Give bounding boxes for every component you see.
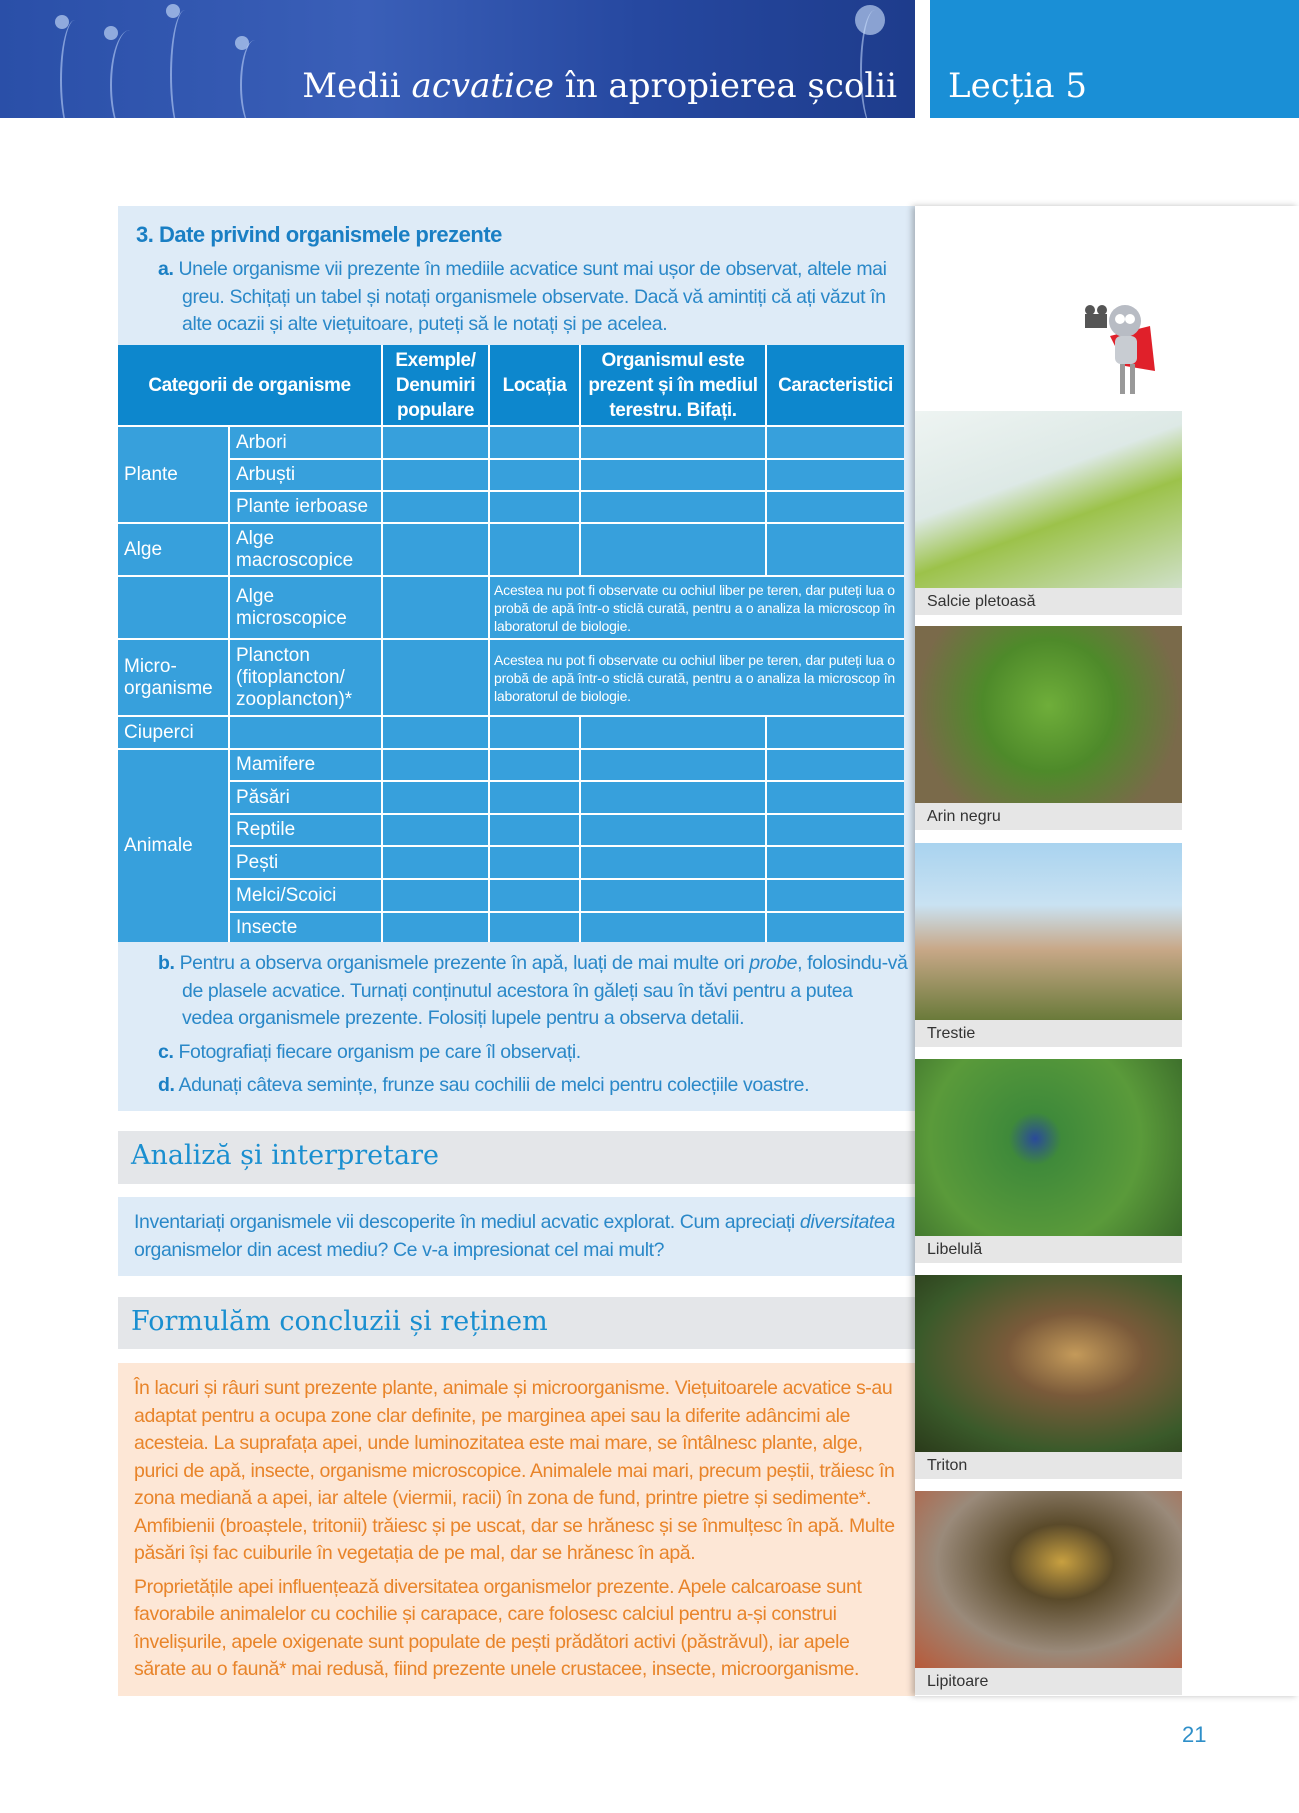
willow-image xyxy=(915,411,1182,588)
photo-caption: Libelulă xyxy=(915,1236,1182,1263)
group-empty xyxy=(118,577,228,638)
cell[interactable] xyxy=(490,815,579,845)
cell[interactable] xyxy=(490,750,579,780)
cell[interactable] xyxy=(581,492,765,522)
photo-salcie xyxy=(915,411,1182,615)
row-label: Păsări xyxy=(230,782,381,813)
section-3-box xyxy=(118,206,915,1111)
header-caracteristici: Caracteristici xyxy=(767,345,904,425)
cell[interactable] xyxy=(767,847,904,878)
row-label: Plancton (fitoplancton/ zooplancton)* xyxy=(230,640,381,715)
group-microorganisme: Micro-organisme xyxy=(118,640,228,715)
cell[interactable] xyxy=(581,524,765,575)
cell[interactable] xyxy=(581,460,765,490)
cell[interactable] xyxy=(383,524,488,575)
cell[interactable] xyxy=(767,880,904,911)
cell[interactable] xyxy=(383,460,488,490)
concluzii-title: Formulăm concluzii și reținem xyxy=(131,1306,548,1337)
photo-caption: Triton xyxy=(915,1452,1182,1479)
robot-mascot-icon xyxy=(1080,296,1160,406)
cell[interactable] xyxy=(767,717,904,748)
cell[interactable] xyxy=(383,640,488,715)
photo-caption: Lipitoare xyxy=(915,1668,1182,1695)
row-label: Melci/Scoici xyxy=(230,880,381,911)
photo-trestie xyxy=(915,843,1182,1047)
concluzii-box xyxy=(118,1363,915,1696)
cell[interactable] xyxy=(383,913,488,942)
cell[interactable] xyxy=(581,847,765,878)
group-ciuperci: Ciuperci xyxy=(118,717,228,748)
cell[interactable] xyxy=(383,880,488,911)
row-label: Arbori xyxy=(230,427,381,458)
cell[interactable] xyxy=(581,427,765,458)
row-label: Insecte xyxy=(230,913,381,942)
photo-triton xyxy=(915,1275,1182,1479)
cell[interactable] xyxy=(767,492,904,522)
row-label: Reptile xyxy=(230,815,381,845)
header-terestru: Organismul este prezent și în mediul terestru. Bifați. xyxy=(581,345,765,425)
cell[interactable] xyxy=(490,782,579,813)
section-title: 3. Date privind organismele prezente xyxy=(136,222,502,247)
cell[interactable] xyxy=(490,427,579,458)
lesson-label: Lecția 5 xyxy=(948,66,1087,106)
cell[interactable] xyxy=(490,717,579,748)
cell[interactable] xyxy=(581,880,765,911)
row-label: Pești xyxy=(230,847,381,878)
cell[interactable] xyxy=(490,880,579,911)
microscope-note: Acestea nu pot fi observate cu ochiul liber pe teren, dar puteți lua o probă de apă într-o sticlă curată, pentru a o analiza la microscop în laboratorul de biologie. xyxy=(490,640,904,715)
cell[interactable] xyxy=(383,427,488,458)
group-animale: Animale xyxy=(118,750,228,942)
header-exemple: Exemple/ Denumiri populare xyxy=(383,345,488,425)
analiza-title: Analiză și interpretare xyxy=(131,1140,439,1171)
cell[interactable] xyxy=(490,913,579,942)
instruction-a: a. Unele organisme vii prezente în mediile acvatice sunt mai ușor de observat, altele mai greu. Schițați un tabel și notați organismele observate. Dacă vă amintiți că ați văzut în alte ocazii și alte viețuitoare, puteți să le notați și pe acelea. xyxy=(158,258,887,335)
cell[interactable] xyxy=(490,847,579,878)
cell[interactable] xyxy=(581,782,765,813)
cell[interactable] xyxy=(383,782,488,813)
instruction-d: d. Adunați câteva semințe, frunze sau cochilii de melci pentru colecțiile voastre. xyxy=(158,1074,810,1096)
photo-arin xyxy=(915,626,1182,830)
header-locatia: Locația xyxy=(490,345,579,425)
row-label: Alge macroscopice xyxy=(230,524,381,575)
analiza-header xyxy=(118,1131,915,1184)
leech-image xyxy=(915,1491,1182,1668)
cell[interactable] xyxy=(581,750,765,780)
cell[interactable] xyxy=(767,750,904,780)
group-alge: Alge xyxy=(118,524,228,575)
row-label: Arbuști xyxy=(230,460,381,490)
cell[interactable] xyxy=(581,717,765,748)
cell[interactable] xyxy=(383,492,488,522)
group-plante: Plante xyxy=(118,427,228,522)
photo-lipitoare xyxy=(915,1491,1182,1695)
cell[interactable] xyxy=(767,815,904,845)
cell[interactable] xyxy=(767,782,904,813)
concluzii-paragraph-2: Proprietățile apei influențează diversitatea organismelor prezente. Apele calcaroase sunt favorabile animalelor cu cochilie și carapace, care folosesc calciul pentru a-și construi învelișurile, apele oxigenate sunt populate de pești prădători activi (păstrăvul), iar apele sărate au o faună* mai redusă, fiind prezente unele crustacee, insecte, microorganisme. xyxy=(134,1575,862,1680)
photo-sidebar xyxy=(915,206,1299,1696)
cell[interactable] xyxy=(383,717,488,748)
microscope-note: Acestea nu pot fi observate cu ochiul liber pe teren, dar puteți lua o probă de apă într-o sticlă curată, pentru a o analiza la microscop în laboratorul de biologie. xyxy=(490,577,904,638)
photo-caption: Salcie pletoasă xyxy=(915,588,1182,615)
cell[interactable] xyxy=(767,427,904,458)
header-categorii: Categorii de organisme xyxy=(118,345,381,425)
row-label: Alge microscopice xyxy=(230,577,381,638)
header-banner xyxy=(0,0,915,118)
cell[interactable] xyxy=(230,717,381,748)
chapter-title: Medii acvatice în apropierea școlii xyxy=(302,66,897,106)
cell[interactable] xyxy=(383,847,488,878)
instruction-c: c. Fotografiați fiecare organism pe care îl observați. xyxy=(158,1040,581,1063)
cell[interactable] xyxy=(767,524,904,575)
photo-caption: Arin negru xyxy=(915,803,1182,830)
page-number: 21 xyxy=(1182,1722,1207,1747)
cell[interactable] xyxy=(767,460,904,490)
cell[interactable] xyxy=(490,524,579,575)
instructions-bcd xyxy=(158,950,908,1106)
cell[interactable] xyxy=(490,492,579,522)
analiza-text: Inventariați organismele vii descoperite în mediul acvatic explorat. Cum apreciați diversitatea organismelor din acest mediu? Ce v-a impresionat cel mai mult? xyxy=(118,1197,915,1276)
concluzii-header xyxy=(118,1297,915,1349)
instruction-b: b. Pentru a observa organismele prezente în apă, luați de mai multe ori probe, folosindu-vă de plasele acvatice. Turnați conținutul acestora în găleți sau în tăvi pentru a putea vedea organismele prezente. Folosiți lupele pentru a observa detalii. xyxy=(158,952,908,1029)
cell[interactable] xyxy=(490,460,579,490)
organisms-table xyxy=(118,345,904,942)
reed-image xyxy=(915,843,1182,1020)
concluzii-paragraph-1: În lacuri și râuri sunt prezente plante, animale și microorganisme. Viețuitoarele acvatice s-au adaptat pentru a ocupa zone clar definite, pe marginea apei sau la diferite adâncimi ale acesteia. La suprafața apei, unde luminozitatea este mai mare, se întâlnesc plante, alge, purici de apă, insecte, organisme microscopice. Animalele mai mari, precum peștii, trăiesc în zona mediană a apei, iar altele (viermii, racii) în zona de fund, printre pietre și sedimente*. Amfibienii (broaștele, tritonii) trăiesc și pe uscat, dar se hrănesc și se înmulțesc în apă. Multe păsări își fac cuiburile în vegetația de pe mal, dar se hrănesc în apă. xyxy=(134,1377,895,1564)
cell[interactable] xyxy=(581,815,765,845)
cell[interactable] xyxy=(383,815,488,845)
photo-caption: Trestie xyxy=(915,1020,1182,1047)
cell[interactable] xyxy=(383,577,488,638)
row-label: Mamifere xyxy=(230,750,381,780)
cell[interactable] xyxy=(581,913,765,942)
newt-image xyxy=(915,1275,1182,1452)
cell[interactable] xyxy=(383,750,488,780)
cell[interactable] xyxy=(767,913,904,942)
alder-image xyxy=(915,626,1182,803)
dragonfly-image xyxy=(915,1059,1182,1236)
photo-libelula xyxy=(915,1059,1182,1263)
lesson-badge xyxy=(930,0,1299,118)
row-label: Plante ierboase xyxy=(230,492,381,522)
